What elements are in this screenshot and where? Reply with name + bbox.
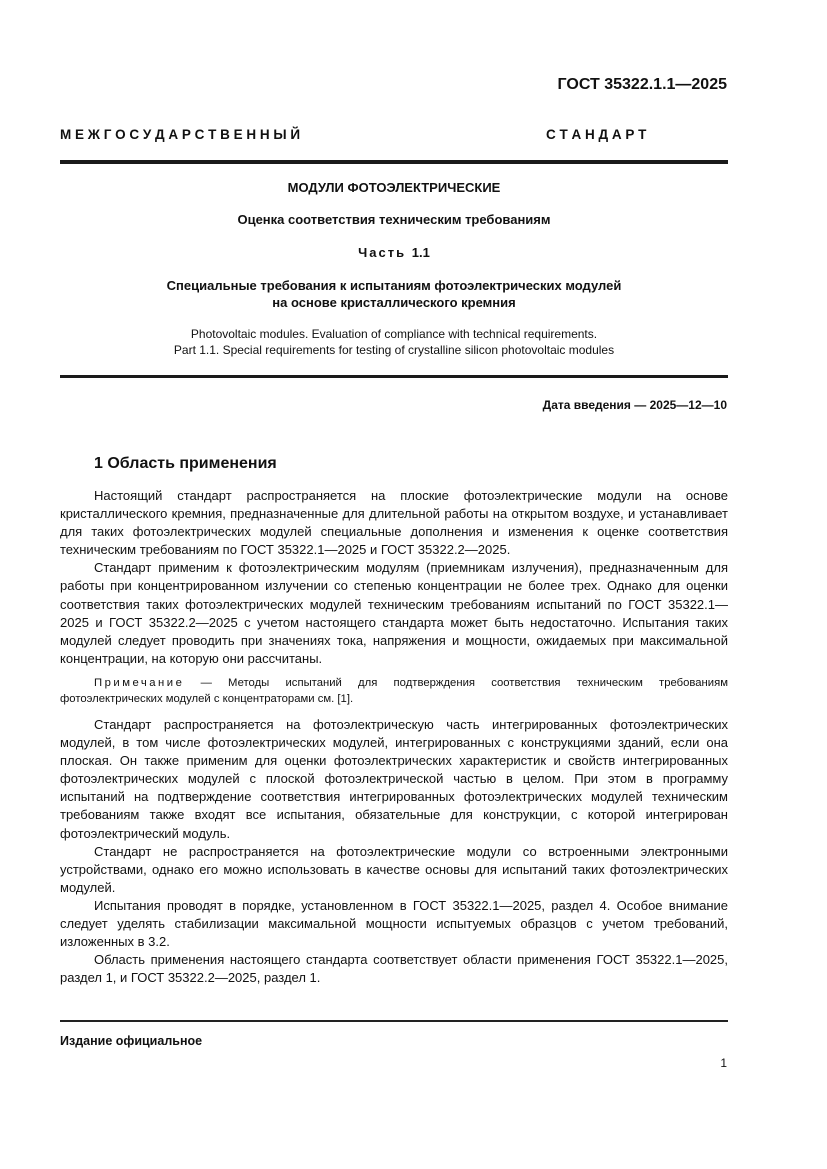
interstate-standard-heading [60, 127, 728, 142]
title-divider [60, 375, 728, 378]
part-number: 1.1 [411, 245, 430, 260]
paragraph: Стандарт не распространяется на фотоэлектрические модули со встроенными электронными устройствами, однако его можно использовать в качестве основы для испытаний таких фотоэлектрических модулей. [60, 843, 728, 895]
section-title: 1 Область применения [94, 455, 277, 472]
section-body [60, 487, 728, 987]
standard-word: С Т А Н Д А Р Т [546, 127, 647, 142]
note-label: Примечание [94, 676, 185, 689]
part-title-line: на основе кристаллического кремния [272, 295, 516, 310]
part-title-line: Специальные требования к испытаниям фотоэлектрических модулей [166, 278, 622, 293]
interstate-word: М Е Ж Г О С У Д А Р С Т В Е Н Н Ы Й [60, 127, 301, 142]
paragraph: Стандарт распространяется на фотоэлектрическую часть интегрированных фотоэлектрических модулей, в том числе фотоэлектрических модулей, интегрированных с конструкциями зданий, если она плоская. Он также применим для оценки фотоэлектрических характеристик и свойств интегрированных фотоэлектрических модулей с плоской фотоэлектрической частью в целом. При этом в программу испытаний на подтверждение соответствия интегрированных фотоэлектрических модулей техническим требованиям также входят все испытания, обязательные для конструкции, с которой интегрирован фотоэлектрический модуль. [60, 716, 728, 841]
part-heading [60, 245, 728, 260]
note [60, 675, 728, 707]
paragraph: Область применения настоящего стандарта соответствует области применения ГОСТ 35322.1—2025, раздел 1, и ГОСТ 35322.2—2025, раздел 1. [60, 952, 728, 986]
note-text: — Методы испытаний для подтверждения соответствия техническим требованиям фотоэлектрических модулей с концентраторами см. [1]. [60, 676, 728, 705]
paragraph: Испытания проводят в порядке, установленном в ГОСТ 35322.1—2025, раздел 4. Особое внимание следует уделять стабилизации максимальной мощности испытуемых образцов с учетом требований, изложенных в 3.2. [60, 897, 728, 950]
footer-divider [60, 1020, 728, 1022]
document-number: ГОСТ 35322.1.1—2025 [557, 76, 727, 93]
official-edition-label: Издание официальное [60, 1034, 203, 1048]
paragraph: Настоящий стандарт распространяется на плоские фотоэлектрические модули на основе кристаллического кремния, предназначенные для длительной работы на открытом воздухе, и устанавливает для таких фотоэлектрических модулей специальные дополнения и изменения к оценке соответствия техническим требованиям по ГОСТ 35322.1—2025 и ГОСТ 35322.2—2025. [60, 488, 728, 558]
introduction-date: Дата введения — 2025—12—10 [542, 398, 727, 412]
part-title [60, 277, 728, 311]
document-subtitle: Оценка соответствия техническим требованиям [237, 212, 551, 227]
top-divider [60, 160, 728, 164]
page-number: 1 [720, 1056, 727, 1070]
english-title-line: Part 1.1. Special requirements for testing of crystalline silicon photovoltaic modules [173, 343, 615, 357]
english-title-line: Photovoltaic modules. Evaluation of compliance with technical requirements. [190, 327, 598, 341]
part-word: Часть [358, 245, 407, 260]
document-title: МОДУЛИ ФОТОЭЛЕКТРИЧЕСКИЕ [287, 180, 501, 195]
paragraph: Стандарт применим к фотоэлектрическим модулям (приемникам излучения), предназначенным для работы при концентрированном излучении со степенью концентрации не более трех. Однако для оценки соответствия таких фотоэлектрических модулей техническим требованиям испытаний по ГОСТ 35322.1—2025 и ГОСТ 35322.2—2025 с учетом настоящего стандарта может быть недостаточно. Испытания таких модулей следует проводить при значениях тока, напряжения и мощности, ожидаемых при максимальной концентрации, на которую они рассчитаны. [60, 560, 728, 666]
english-title [60, 326, 728, 358]
